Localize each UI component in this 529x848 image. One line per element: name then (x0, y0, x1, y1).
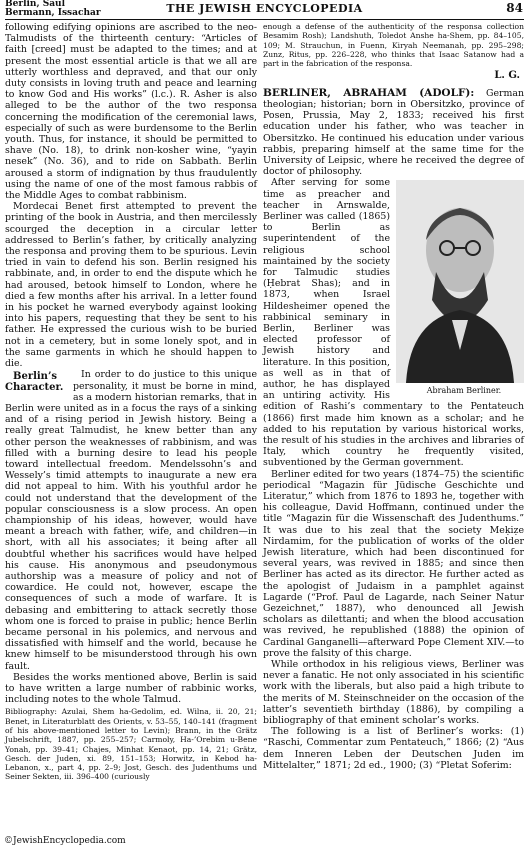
header-rule (5, 19, 524, 20)
entry-paragraph-1 (263, 88, 524, 178)
entry-paragraph-3: Berliner edited for two years (1874–75) the scientific periodical “Magazin für Jüdische Geschichte und Literatur,” which from 1876 to 1893 he, together with his colleague, David Hoffmann, continued under the title “Magazin für die Wissenschaft des Judenthums.” It was due to his zeal that the society Meḳiẓe Nirdamim, for the publication of works of the older Jewish literature, which had been discontinued for several years, was revived in 1885; and since then Berliner has acted as its director. He further acted as the apologist of Judaism in a pamphlet against Lagarde (“Prof. Paul de Lagarde, nach Seiner Natur Gezeichnet,” 1887), who denounced all Jewish scholars as dilettanti; and when the blood accusation was revived, he republished (1888) the opinion of Cardinal Ganganelli—afterward Pope Clement XIV.—to prove the falsity of this charge. (263, 468, 524, 659)
running-title: THE JEWISH ENCYCLOPEDIA (166, 2, 363, 15)
page-header (0, 0, 529, 18)
watermark: ©JewishEncyclopedia.com (4, 836, 126, 846)
entry-paragraph-4: While orthodox in his religious views, Berliner was never a fanatic. He not only associated in his scientific work with the liberals, but also paid a high tribute to the merits of M. Steinschneider on the occasion of the latter’s seventieth birthday (1886), by compiling a bibliography of that eminent scholar’s works. (263, 659, 524, 727)
entry-paragraph-5: The following is a list of Berliner’s works: (1) “Raschi, Commentar zum Pentateuch,” 1866; (2) “Aus dem Inneren Leben der Deutschen Juden im Mittelalter,” 1871; 2d ed., 1900; (3) “Pletat Soferim: (263, 726, 524, 771)
portrait-figure (396, 180, 524, 395)
left-paragraph-4: Besides the works mentioned above, Berlin is said to have written a large number of rabbinic works, including notes to the whole Talmud. (5, 671, 257, 706)
portrait-image (396, 180, 524, 383)
entry-paragraph-2 (263, 177, 524, 468)
page-number: 84 (506, 1, 523, 15)
author-signature: L. G. (494, 70, 520, 82)
left-paragraph-1: following edifying opinions are ascribed to the neo-Talmudists of the thirteenth century: “Articles of faith [creed] must be adapted to the times; and at present the most essential article is that we all are utterly worthless and depraved, and that our only duty consists in loving truth and peace and learning to know God and His works” (l.c.). R. Asher is also alleged to be the author of the two responsa concerning the modification of the ceremonial laws, especially of such as were burdensome to the Berlin youth. Thus, for instance, it should be permitted to shave (No. 18), to drink non-kosher wine, “yayin nesek” (No. 36), and to ride on Sabbath. Berlin aroused a storm of indignation by thus fraudulently using the name of one of the most famous rabbis of the Middle Ages to combat rabbinism. (5, 22, 257, 202)
left-paragraph-2: Mordecai Benet first attempted to prevent the printing of the book in Austria, and then mercilessly scourged the deception in a circular letter addressed to Berlin’s father, by critically analyzing the responsa and proving them to be spurious. Levin tried in vain to defend his son. Berlin resigned his rabbinate, and, in order to end the dispute which he had aroused, betook himself to London, where he died a few months after his arrival. In a letter found in his pocket he warned everybody against looking into his papers, requesting that they be sent to his father. He expressed the curious wish to be buried not in a cemetery, but in some lonely spot, and in the same garments in which he should happen to die. (5, 201, 257, 370)
right-column (263, 22, 524, 771)
guide-word-last: Bermann, Issachar (5, 8, 101, 18)
margin-heading: Berlin’s Character. (5, 371, 64, 394)
left-paragraph-3-text: In order to do justice to this unique personality, it must be borne in mind, as a modern historian remarks, that in Berlin were united as in a focus the rays of a sinking and of a rising period in Jewish history. Being a really great Talmudist, he knew better than any other person the weaknesses of rabbinism, and was filled with a burning desire to lead his people toward intellectual freedom. Mendelssohn’s and Wessely’s timid attempts to inaugurate a new era did not appeal to him. With his youthful ardor he could not understand that the development of the popular consciousness is a slow process. An open championship of his ideas, however, would have meant a breach with father, wife, and children—in short, with all his associates; it being after all doubtful whether his sacrifices would have helped his cause. His anonymous and pseudonymous authorship was a measure of policy and not of cowardice. He could not, however, escape the consequences of such a mode of warfare. It is debasing and embittering to attack secretly those whom one is forced to praise in public; hence Berlin became personal in his polemics, and nervous and dissatisfied with himself and the world, because he knew himself to be misunderstood through his own fault. (5, 369, 257, 672)
left-paragraph-3 (5, 369, 257, 671)
entry-heading: BERLINER, ABRAHAM (ADOLF): (263, 86, 475, 99)
entry-paragraph-1-text: German theologian; historian; born in Obersitzko, province of Posen, Prussia, May 2, 1833; received his first education under his father, who was teacher in Obersitzko. He continued his education under various rabbis, preparing himself at the same time for the University of Leipsic, where he received the degree of doctor of philosophy. (263, 87, 525, 178)
bibliography: Bibliography: Azulai, Shem ha-Gedolim, ed. Wilna, ii. 20, 21; Benet, in Literaturblatt des Orients, v. 53–55, 140–141 (fragment of his above-mentioned letter to Levin); Brann, in the Grätz Jubelschrift, 1887, pp. 255–257; Carmoly, Ha-’Orebim u-Bene Yonah, pp. 39–41; Chajes, Minhat Kenaot, pp. 14, 21; Grätz, Gesch. der Juden, xi. 89, 151–153; Horwitz, in Kebod ha-Lebanon, x., part 4, pp. 2–9; Jost, Gesch. des Judenthums und Seiner Sekten, iii. 396–400 (curiously (5, 707, 257, 782)
portrait-caption: Abraham Berliner. (426, 386, 502, 396)
bibliography-continued: enough a defense of the authenticity of the responsa collection Besamim Rosh); Landshuth, Toledot Anshe ha-Shem, pp. 84–105, 109; M. Strauchun, in Fuenn, Kiryah Neemanah, pp. 295–298; Zunz, Ritus, pp. 226–228, who thinks that Isaac Satanow had a part in the fabrication of the responsa. (263, 22, 524, 69)
entry-paragraph-2-text: After serving for some time as preacher and teacher in Arnswalde, Berliner was called (1865) to Berlin as superintendent of the religious school maintained by the society for Talmudic studies (Ḥebrat Shas); and in 1873, when Israel Hildesheimer opened the rabbinical seminary in Berlin, Berliner was elected professor of Jewish history and literature. In this position, as well as in that of author, he has displayed an untiring activity. His edition of Rashi’s commentary to the Pentateuch (1866) first made him known as a scholar; and he added to his reputation by various historical works, the result of his studies in the archives and libraries of Italy, which country he frequently visited, subventioned by the German government. (263, 177, 524, 469)
left-column (5, 22, 257, 782)
guide-word-first: Berlin, Saul (5, 0, 66, 9)
